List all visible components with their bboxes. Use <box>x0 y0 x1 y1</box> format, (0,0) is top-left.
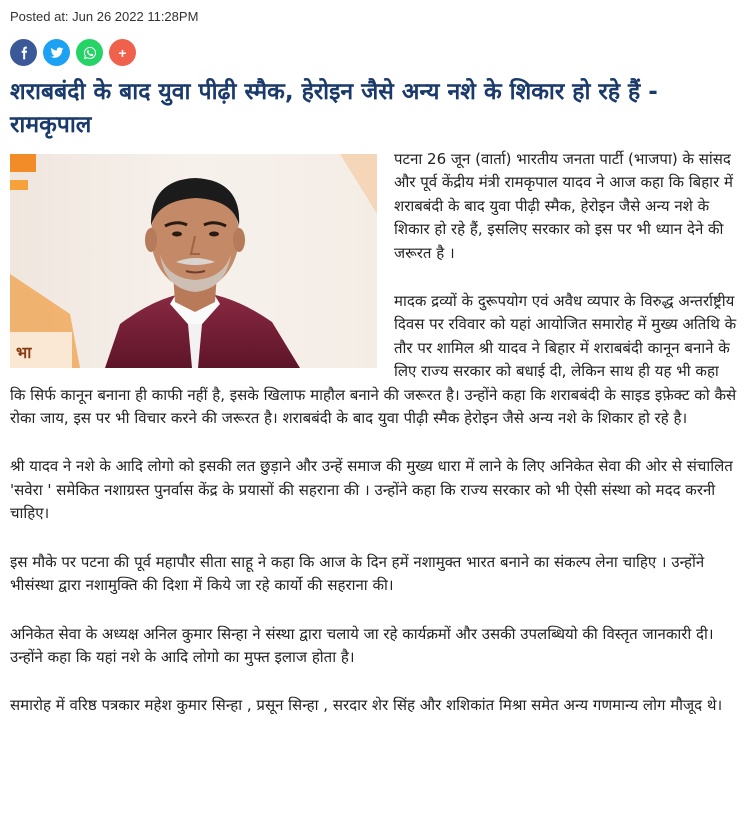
facebook-share-button[interactable] <box>10 39 37 66</box>
politician-portrait-image <box>10 154 377 368</box>
share-bar <box>10 39 738 66</box>
photo-banner-text: भा <box>16 343 32 362</box>
posted-timestamp: Posted at: Jun 26 2022 11:28PM <box>10 9 199 24</box>
article-paragraph: इस मौके पर पटना की पूर्व महापौर सीता साहू ने कहा कि आज के दिन हमें नशामुक्त भारत बनाने का संकल्प लेना चाहिए । उन्होंने भीसंस्था द्वारा नशामुक्ति की दिशा में किये जा रहे कार्यो की सहराना की। <box>10 552 705 595</box>
more-share-button[interactable] <box>109 39 136 66</box>
plus-icon: + <box>118 44 127 61</box>
article-paragraph: श्री यादव ने नशे के आदि लोगो को इसकी लत छुड़ाने और उन्हें समाज की मुख्य धारा में लाने के लिए अनिकेत सेवा की ओर से संचालित 'सवेरा ' समेकित नशाग्रस्त पुनर्वास केंद्र के प्रयासों की सहराना की । उन्होंने कहा कि राज्य सरकार को भी ऐसी संस्था को मदद करनी चाहिए। <box>10 457 733 523</box>
facebook-icon <box>17 46 31 60</box>
article-paragraph: अनिकेत सेवा के अध्यक्ष अनिल कुमार सिन्हा ने संस्था द्वारा चलाये जा रहे कार्यक्रमों और उसकी उपलब्धियो की विस्तृत जानकारी दी। उन्होंने कहा कि यहां नशे के आदि लोगो का मुफ्त इलाज होता है। <box>10 624 714 666</box>
article-title: शराबबंदी के बाद युवा पीढ़ी स्मैक, हेरोइन जैसे अन्य नशे के शिकार हो रहे हैं - रामकृपाल <box>10 79 658 138</box>
twitter-icon <box>50 46 64 60</box>
article-paragraph: मादक द्रव्यों के दुरूपयोग एवं अवैध व्यपार के विरुद्ध अन्तर्राष्ट्रीय दिवस पर रविवार को यहां आयोजित समारोह में मुख्य अतिथि के तौर पर शामिल श्री यादव ने बिहार में शराबबंदी कानून बनाने के लिए राज्य सरकार को बधाई दी, लेकिन साथ ही यह भी कहा कि सिर्फ कानून बनाना ही काफी नहीं है, इसके खिलाफ माहौल बनाने की जरूरत है। उन्होंने कहा कि शराबबंदी के साइड इफ़ेक्ट को कैसे रोका जाय, इस पर भी विचार करने की जरूरत है। शराबबंदी के बाद युवा पीढ़ी स्मैक हेरोइन जैसे अन्य नशे के शिकार हो रहे है। <box>10 292 737 428</box>
article-photo <box>10 154 377 368</box>
article-body <box>10 148 738 718</box>
whatsapp-icon <box>83 46 97 60</box>
article-paragraph: पटना 26 जून (वार्ता) भारतीय जनता पार्टी (भाजपा) के सांसद और पूर्व केंद्रीय मंत्री रामकृपाल यादव ने आज कहा कि बिहार में शराबबंदी के बाद युवा पीढ़ी स्मैक, हेरोइन जैसे अन्य नशे के शिकार हो रहे हैं, इसलिए सरकार को इस पर भी ध्यान देने की जरूरत है । <box>394 150 733 262</box>
twitter-share-button[interactable] <box>43 39 70 66</box>
whatsapp-share-button[interactable] <box>76 39 103 66</box>
article-paragraph: समारोह में वरिष्ठ पत्रकार महेश कुमार सिन्हा , प्रसून सिन्हा , सरदार शेर सिंह और शशिकांत मिश्रा समेत अन्य गणमान्य लोग मौजूद थे। <box>10 696 723 715</box>
